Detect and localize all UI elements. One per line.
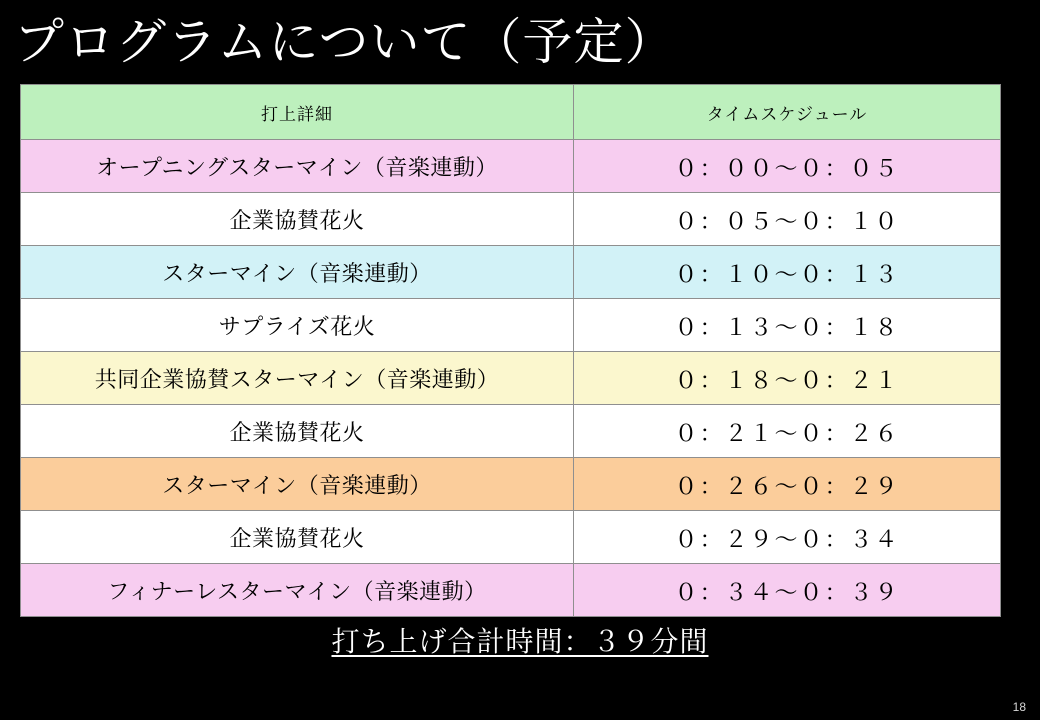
cell-time: ０：００〜０：０５ [574, 140, 1001, 193]
cell-time: ０：１０〜０：１３ [574, 246, 1001, 299]
cell-detail: サプライズ花火 [21, 299, 574, 352]
page-title: プログラムについて（予定） [14, 14, 676, 70]
cell-detail: 企業協賛花火 [21, 405, 574, 458]
cell-time: ０：１８〜０：２１ [574, 352, 1001, 405]
table-row [21, 193, 1001, 246]
column-header-schedule: タイムスケジュール [574, 85, 1001, 140]
cell-time: ０：１３〜０：１８ [574, 299, 1001, 352]
cell-time: ０：３４〜０：３９ [574, 564, 1001, 617]
cell-detail: スターマイン（音楽連動） [21, 246, 574, 299]
cell-detail: 企業協賛花火 [21, 511, 574, 564]
table-row [21, 352, 1001, 405]
table-row [21, 511, 1001, 564]
table-row [21, 140, 1001, 193]
page-number: 18 [1012, 700, 1026, 714]
total-time-note [0, 620, 1040, 660]
cell-time: ０：２９〜０：３４ [574, 511, 1001, 564]
table-row [21, 405, 1001, 458]
table-row [21, 564, 1001, 617]
table-body [21, 140, 1001, 617]
total-time-text: 打ち上げ合計時間：３９分間 [331, 626, 709, 657]
cell-detail: スターマイン（音楽連動） [21, 458, 574, 511]
cell-time: ０：２６〜０：２９ [574, 458, 1001, 511]
cell-detail: 企業協賛花火 [21, 193, 574, 246]
table-row [21, 246, 1001, 299]
table-row [21, 299, 1001, 352]
cell-detail: 共同企業協賛スターマイン（音楽連動） [21, 352, 574, 405]
cell-detail: オープニングスターマイン（音楽連動） [21, 140, 574, 193]
table-row [21, 458, 1001, 511]
program-table [20, 84, 1001, 617]
column-header-detail: 打上詳細 [21, 85, 574, 140]
cell-time: ０：０５〜０：１０ [574, 193, 1001, 246]
program-table-container [20, 84, 1000, 617]
cell-time: ０：２１〜０：２６ [574, 405, 1001, 458]
cell-detail: フィナーレスターマイン（音楽連動） [21, 564, 574, 617]
table-header-row [21, 85, 1001, 140]
